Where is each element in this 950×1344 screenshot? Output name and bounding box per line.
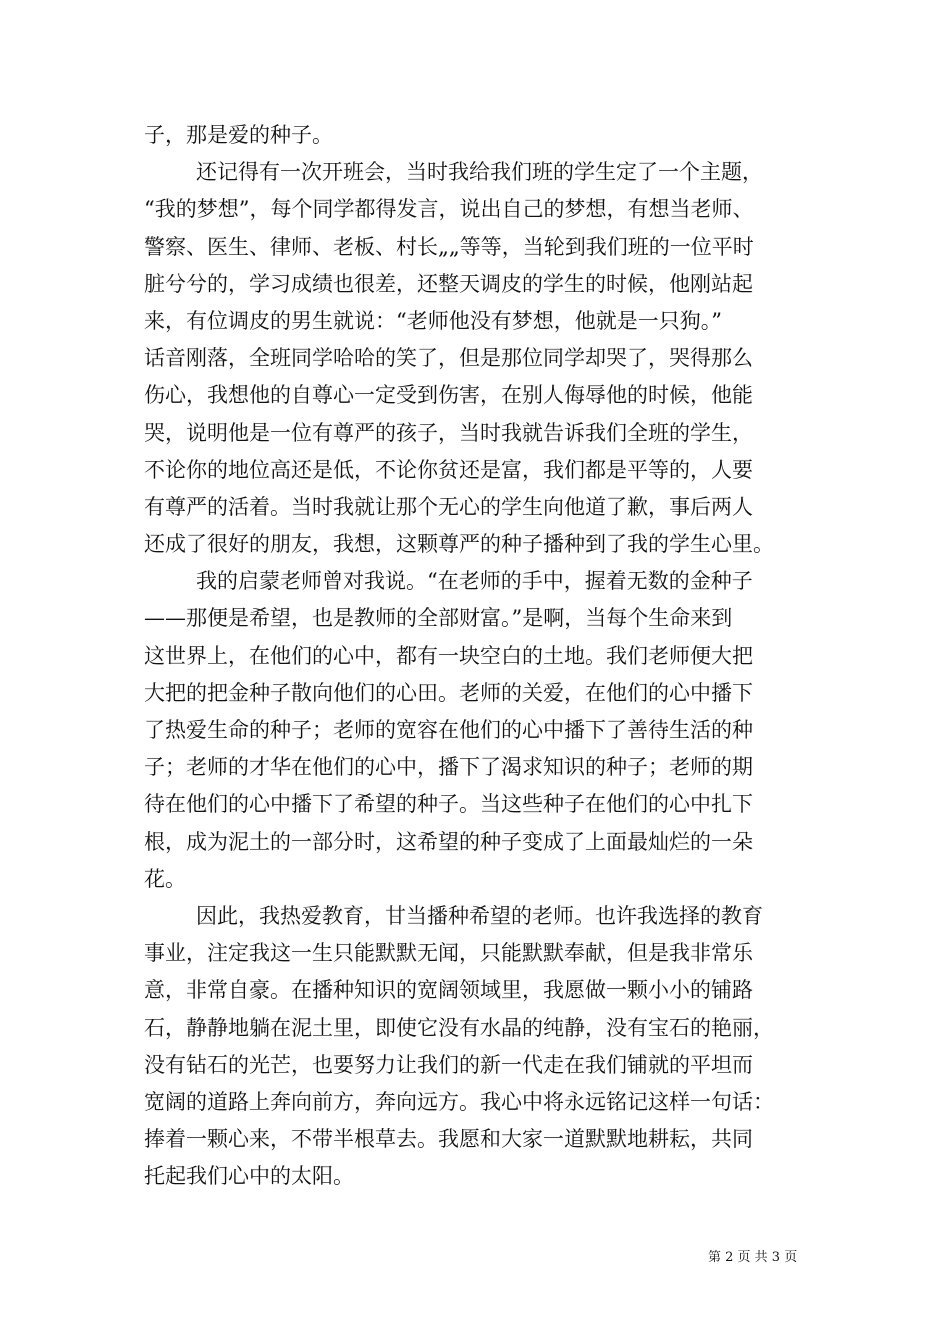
text-line: 待在他们的心中播下了希望的种子。当这些种子在他们的心中扎下 xyxy=(144,792,753,817)
text-line: 还成了很好的朋友，我想，这颗尊严的种子播种到了我的学生心里。 xyxy=(144,532,774,557)
text-line: 大把的把金种子散向他们的心田。老师的关爱，在他们的心中播下 xyxy=(144,680,753,705)
text-line: 意，非常自豪。在播种知识的宽阔领域里，我愿做一颗小小的铺路 xyxy=(144,978,753,1003)
page-number-footer: 第 2 页 共 3 页 xyxy=(708,1250,798,1265)
text-line: 来，有位调皮的男生就说：“老师他没有梦想，他就是一只狗。” xyxy=(144,308,722,333)
text-line: 事业，注定我这一生只能默默无闻，只能默默奉献，但是我非常乐 xyxy=(144,941,753,966)
text-line: 根，成为泥土的一部分时，这希望的种子变成了上面最灿烂的一朵 xyxy=(144,829,753,854)
body-text xyxy=(144,117,808,1195)
text-line: 子，那是爱的种子。 xyxy=(144,123,333,147)
text-line: “我的梦想”，每个同学都得发言，说出自己的梦想，有想当老师、 xyxy=(144,197,754,222)
text-line: 捧着一颗心来，不带半根草去。我愿和大家一道默默地耕耘，共同 xyxy=(144,1127,753,1152)
text-line: 不论你的地位高还是低，不论你贫还是富，我们都是平等的，人要 xyxy=(144,457,753,482)
paragraph-start-line: 我的启蒙老师曾对我说。“在老师的手中，握着无数的金种子 xyxy=(196,569,753,594)
text-line: 有尊严的活着。当时我就让那个无心的学生向他道了歉，事后两人 xyxy=(144,494,753,519)
text-line: 话音刚落，全班同学哈哈的笑了，但是那位同学却哭了，哭得那么 xyxy=(144,346,753,371)
text-line: 了热爱生命的种子；老师的宽容在他们的心中播下了善待生活的种 xyxy=(144,718,753,742)
text-line: 托起我们心中的太阳。 xyxy=(144,1164,354,1189)
text-line: 没有钻石的光芒，也要努力让我们的新一代走在我们铺就的平坦而 xyxy=(144,1052,753,1077)
text-line: 这世界上，在他们的心中，都有一块空白的土地。我们老师便大把 xyxy=(144,643,753,668)
paragraph-start-line: 因此，我热爱教育，甘当播种希望的老师。也许我选择的教育 xyxy=(196,903,763,928)
text-line: 花。 xyxy=(144,866,186,891)
text-line: 伤心，我想他的自尊心一定受到伤害，在别人侮辱他的时候，他能 xyxy=(144,383,753,408)
text-line: 石，静静地躺在泥土里，即使它没有水晶的纯静，没有宝石的艳丽， xyxy=(144,1015,774,1040)
text-line: 宽阔的道路上奔向前方，奔向远方。我心中将永远铭记这样一句话： xyxy=(144,1089,774,1114)
text-line: ——那便是希望，也是教师的全部财富。”是啊，当每个生命来到 xyxy=(144,606,733,631)
text-line: 子；老师的才华在他们的心中，播下了渴求知识的种子；老师的期 xyxy=(144,755,753,780)
text-line: 哭，说明他是一位有尊严的孩子，当时我就告诉我们全班的学生， xyxy=(144,420,753,445)
text-line: 警察、医生、律师、老板、村长„„等等，当轮到我们班的一位平时 xyxy=(144,234,754,259)
paragraph-start-line: 还记得有一次开班会，当时我给我们班的学生定了一个主题， xyxy=(196,160,763,185)
text-line: 脏兮兮的，学习成绩也很差，还整天调皮的学生的时候，他刚站起 xyxy=(144,271,753,296)
